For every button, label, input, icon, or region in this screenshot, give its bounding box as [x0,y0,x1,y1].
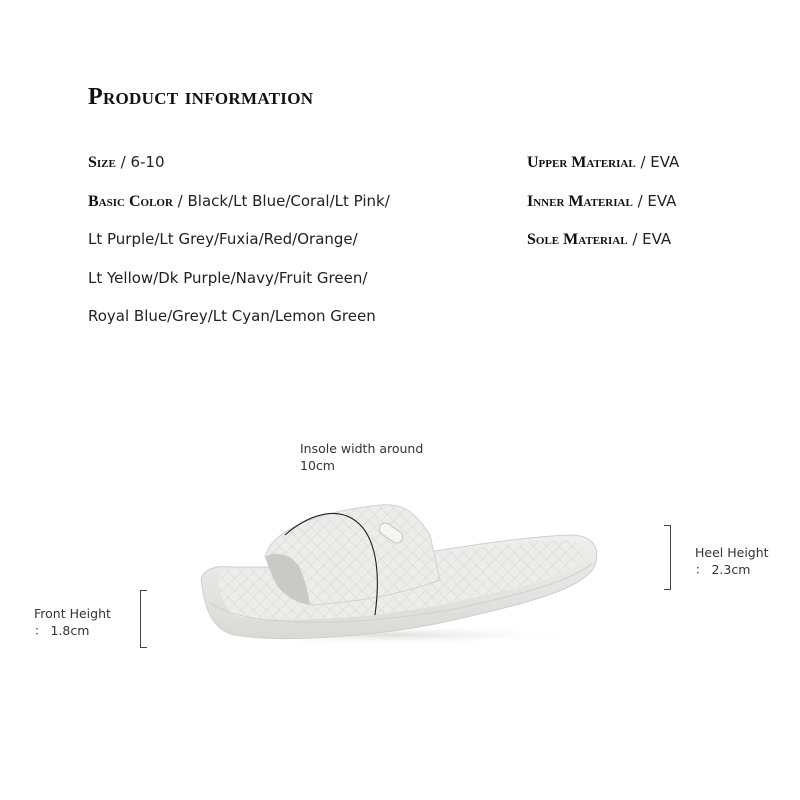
spec-sole-material [527,229,671,250]
color-list-line: Lt Purple/Lt Grey/Fuxia/Red/Orange/ [88,230,358,248]
separator: / [627,230,643,248]
insole-value: 10cm [300,458,335,473]
spec-upper-material [527,152,679,173]
spec-sole-label: Sole Material [527,231,628,248]
spec-basic-color [88,191,390,212]
separator: / [632,192,648,210]
separator: / [635,153,651,171]
color-list-line: Royal Blue/Grey/Lt Cyan/Lemon Green [88,307,376,325]
spec-size [88,152,165,173]
spec-color-label: Basic Color [88,193,173,210]
heel-height-value: ： 2.3cm [695,562,751,577]
heel-height-label: Heel Height [695,545,769,560]
slide-sandal-image [190,495,620,645]
front-height-value: ： 1.8cm [34,623,90,638]
front-height-annotation [34,605,111,639]
separator: / [115,153,131,171]
front-height-label: Front Height [34,606,111,621]
spec-inner-value: EVA [647,192,677,210]
page-title: Product information [88,84,314,110]
front-height-bracket [140,590,147,648]
heel-height-annotation [695,544,769,578]
spec-inner-material [527,191,676,212]
insole-width-annotation [300,440,423,474]
spec-sole-value: EVA [642,230,672,248]
heel-height-bracket [664,525,671,590]
spec-size-label: Size [88,154,116,171]
spec-size-value: 6-10 [130,153,165,171]
spec-color-value: Black/Lt Blue/Coral/Lt Pink/ [187,192,390,210]
spec-inner-label: Inner Material [527,193,633,210]
insole-label: Insole width around [300,441,424,456]
separator: / [172,192,188,210]
spec-upper-label: Upper Material [527,154,636,171]
spec-upper-value: EVA [650,153,680,171]
color-list-line: Lt Yellow/Dk Purple/Navy/Fruit Green/ [88,269,368,287]
